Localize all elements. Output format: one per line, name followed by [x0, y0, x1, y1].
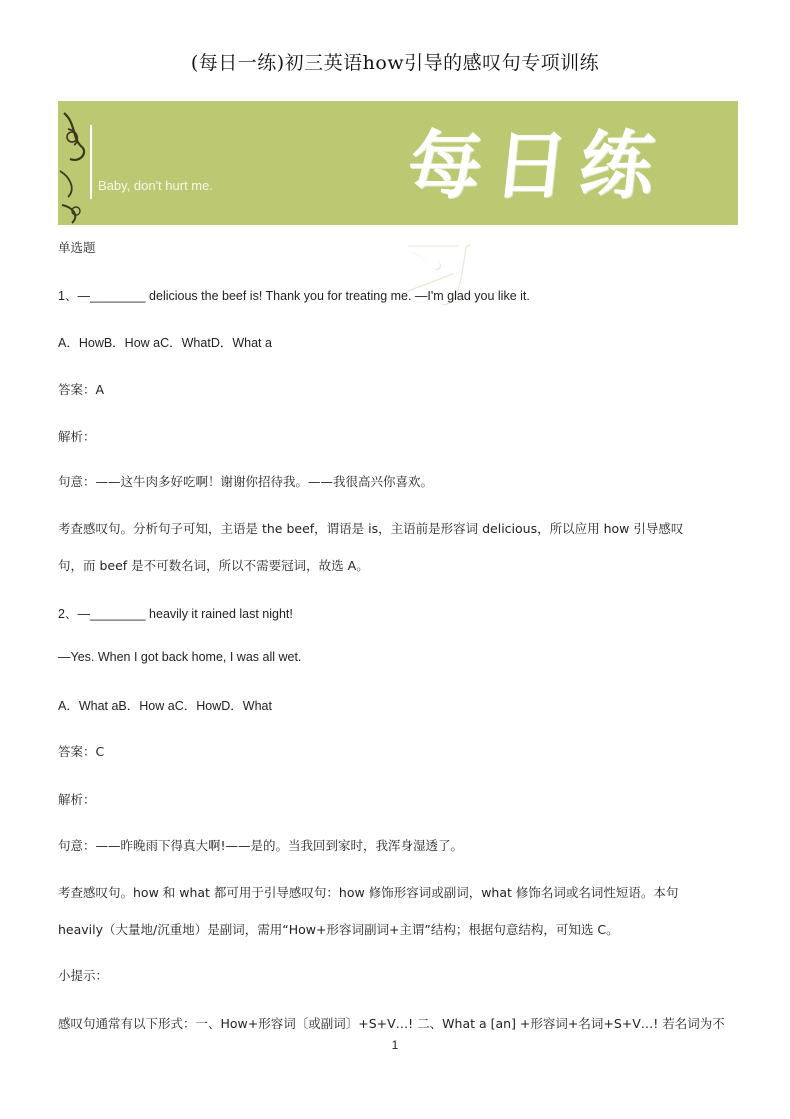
question-1-stem: 1、—________ delicious the beef is! Thank you for treating me. —I'm glad you like it. — [58, 289, 530, 303]
question-2-options: A．What aB．How aC．HowD．What — [58, 699, 272, 713]
banner-heading: 每日练习 — [392, 123, 671, 315]
question-1-analysis-label: 解析： — [58, 429, 96, 444]
question-1-explanation-line-2: 句，而 beef 是不可数名词，所以不需要冠词，故选 A。 — [58, 558, 369, 573]
section-label: 单选题 — [58, 240, 96, 255]
banner-tagline: Baby, don't hurt me. — [98, 178, 213, 193]
tip-text: 感叹句通常有以下形式：一、How+形容词〔或副词〕+S+V…! 二、What a [an] +形容词+名词+S+V…! 若名词为不 — [58, 1016, 725, 1031]
question-2-explanation-line-2: heavily（大量地/沉重地）是副词，需用“How+形容词副词+主谓”结构；根据句意结构，可知选 C。 — [58, 922, 619, 937]
page-title: (每日一练)初三英语how引导的感叹句专项训练 — [190, 52, 600, 74]
question-2-stem-reply: —Yes. When I got back home, I was all wet. — [58, 650, 302, 664]
question-1-translation: 句意：——这牛肉多好吃啊！谢谢你招待我。——我很高兴你喜欢。 — [58, 474, 434, 489]
question-2-answer: 答案：C — [58, 744, 105, 759]
question-1-options: A．HowB．How aC．WhatD．What a — [58, 336, 272, 350]
page-number: 1 — [391, 1038, 399, 1052]
banner-divider — [90, 125, 92, 199]
question-2-explanation-line-1: 考查感叹句。how 和 what 都可用于引导感叹句：how 修饰形容词或副词，what 修饰名词或名词性短语。本句 — [58, 885, 679, 900]
question-2-translation: 句意：——昨晚雨下得真大啊!——是的。当我回到家时，我浑身湿透了。 — [58, 838, 464, 853]
question-1-explanation-line-1: 考查感叹句。分析句子可知，主语是 the beef，谓语是 is，主语前是形容词 delicious，所以应用 how 引导感叹 — [58, 521, 684, 536]
question-2-stem: 2、—________ heavily it rained last night! — [58, 607, 293, 621]
question-2-analysis-label: 解析： — [58, 792, 96, 807]
question-1-answer: 答案：A — [58, 382, 105, 397]
vine-decoration-icon — [58, 101, 98, 225]
tip-label: 小提示： — [58, 968, 109, 983]
